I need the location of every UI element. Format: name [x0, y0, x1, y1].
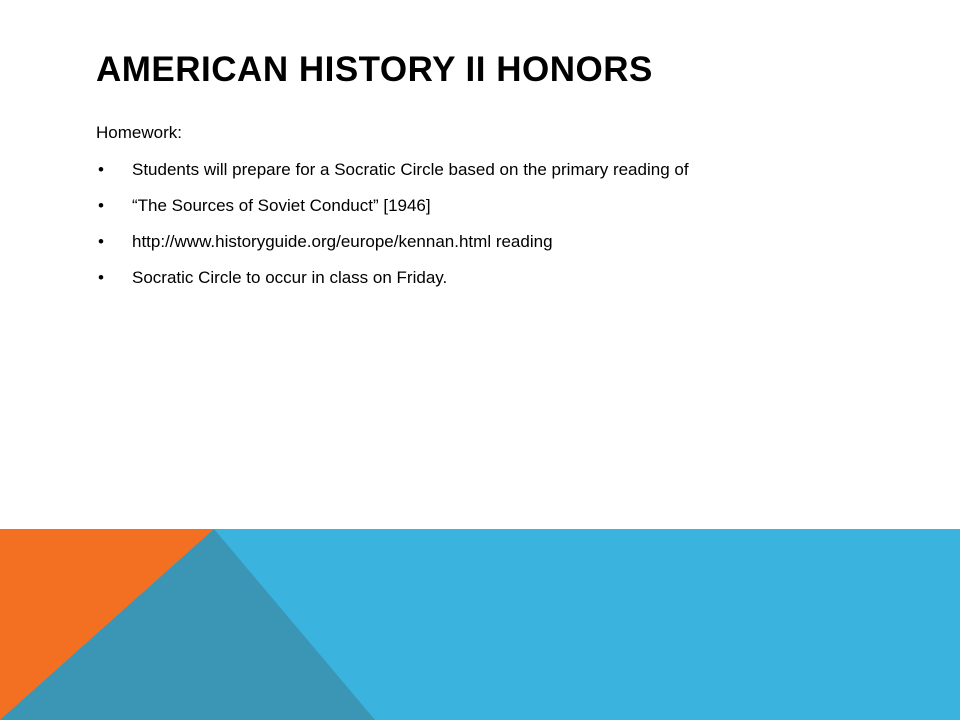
bullet-icon: • — [98, 196, 104, 215]
bullet-text-link: http://www.historyguide.org/europe/kennan.html reading — [132, 232, 553, 251]
bullet-item — [96, 232, 876, 252]
bullet-item — [96, 160, 876, 180]
footer-decoration — [0, 529, 960, 720]
bullet-icon: • — [98, 160, 104, 179]
slide-title: AMERICAN HISTORY II HONORS — [96, 50, 653, 89]
bullet-text: “The Sources of Soviet Conduct” [1946] — [132, 196, 431, 215]
homework-heading: Homework: — [96, 123, 182, 142]
bullet-icon: • — [98, 268, 104, 287]
bullet-text: Students will prepare for a Socratic Circle based on the primary reading of — [132, 160, 689, 179]
bullet-icon: • — [98, 232, 104, 251]
bullet-item — [96, 268, 876, 288]
slide-body — [96, 123, 876, 304]
bullet-list — [96, 160, 876, 288]
bullet-text: Socratic Circle to occur in class on Friday. — [132, 268, 448, 287]
bullet-item — [96, 196, 876, 216]
